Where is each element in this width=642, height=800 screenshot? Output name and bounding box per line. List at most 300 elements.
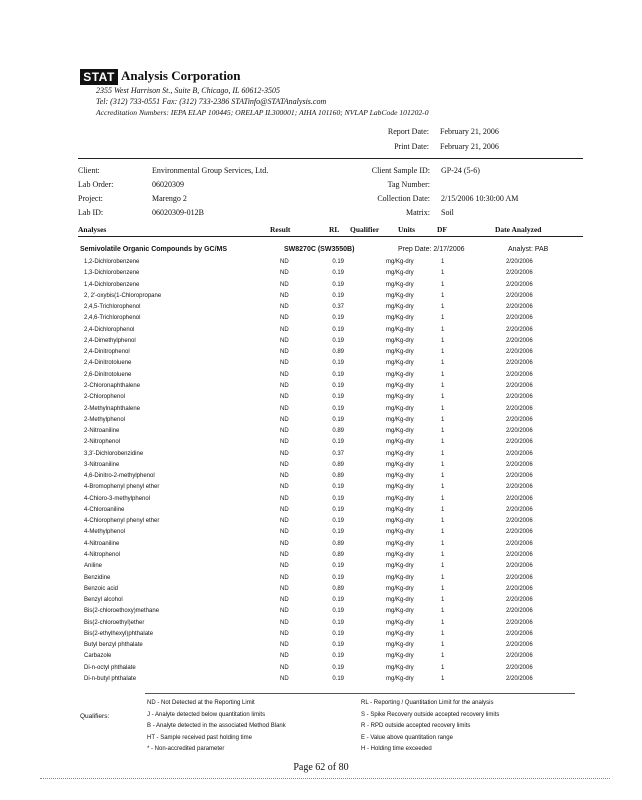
result-value: ND xyxy=(280,394,289,401)
units-value: mg/Kg-dry xyxy=(386,461,414,468)
result-value: ND xyxy=(280,473,289,480)
date-analyzed: 2/20/2006 xyxy=(506,371,533,378)
table-row xyxy=(0,259,642,270)
table-row xyxy=(0,282,642,293)
result-value: ND xyxy=(280,270,289,277)
units-value: mg/Kg-dry xyxy=(386,552,414,559)
date-analyzed: 2/20/2006 xyxy=(506,382,533,389)
qualifier-note: E - Value above quantitation range xyxy=(361,734,453,741)
table-row xyxy=(0,586,642,597)
units-value: mg/Kg-dry xyxy=(386,394,414,401)
analyte-name: 2,4,5-Trichlorophenol xyxy=(84,304,141,311)
date-analyzed: 2/20/2006 xyxy=(506,315,533,322)
date-analyzed: 2/20/2006 xyxy=(506,597,533,604)
result-value: ND xyxy=(280,619,289,626)
analyte-name: 4-Chloroaniline xyxy=(84,506,125,513)
table-row xyxy=(0,327,642,338)
table-row xyxy=(0,620,642,631)
dilution-factor: 1 xyxy=(441,304,445,311)
date-analyzed: 2/20/2006 xyxy=(506,518,533,525)
dilution-factor: 1 xyxy=(441,518,445,525)
units-value: mg/Kg-dry xyxy=(386,619,414,626)
qualifier-note: * - Non-accredited parameter xyxy=(147,746,225,752)
reporting-limit: 0.19 xyxy=(332,630,344,637)
units-value: mg/Kg-dry xyxy=(386,563,414,570)
result-value: ND xyxy=(280,428,289,435)
header-divider xyxy=(78,158,583,159)
table-row xyxy=(0,631,642,642)
analyte-name: Aniline xyxy=(84,563,103,570)
report-date-value: February 21, 2006 xyxy=(440,127,499,136)
reporting-limit: 0.89 xyxy=(332,540,344,547)
dilution-factor: 1 xyxy=(441,608,445,615)
units-value: mg/Kg-dry xyxy=(386,574,414,581)
dilution-factor: 1 xyxy=(441,371,445,378)
table-row xyxy=(0,597,642,608)
date-analyzed: 2/20/2006 xyxy=(506,439,533,446)
analyte-name: 1,3-Dichlorobenzene xyxy=(84,270,140,277)
dilution-factor: 1 xyxy=(441,337,445,344)
reporting-limit: 0.19 xyxy=(332,574,344,581)
table-row xyxy=(0,676,642,687)
reporting-limit: 0.89 xyxy=(332,461,344,468)
dilution-factor: 1 xyxy=(441,281,445,288)
analyte-name: 2-Methylphenol xyxy=(84,416,126,423)
reporting-limit: 0.89 xyxy=(332,585,344,592)
dilution-factor: 1 xyxy=(441,382,445,389)
units-value: mg/Kg-dry xyxy=(386,270,414,277)
table-row xyxy=(0,417,642,428)
dilution-factor: 1 xyxy=(441,270,445,277)
result-value: ND xyxy=(280,360,289,367)
reporting-limit: 0.19 xyxy=(332,315,344,322)
company-address: 2355 West Harrison St., Suite B, Chicago, IL 60612-3505 xyxy=(96,86,281,95)
analyte-name: 2-Nitrophenol xyxy=(84,439,121,446)
units-value: mg/Kg-dry xyxy=(386,630,414,637)
col-analyses: Analyses xyxy=(78,225,107,234)
reporting-limit: 0.19 xyxy=(332,382,344,389)
qualifier-note: B - Analyte detected in the associated Method Blank xyxy=(147,723,286,729)
units-value: mg/Kg-dry xyxy=(386,529,414,536)
reporting-limit: 0.19 xyxy=(332,281,344,288)
reporting-limit: 0.19 xyxy=(332,337,344,344)
client-value: Environmental Group Services, Ltd. xyxy=(152,166,269,175)
dilution-factor: 1 xyxy=(441,619,445,626)
units-value: mg/Kg-dry xyxy=(386,597,414,604)
dilution-factor: 1 xyxy=(441,563,445,570)
date-analyzed: 2/20/2006 xyxy=(506,585,533,592)
reporting-limit: 0.19 xyxy=(332,506,344,513)
result-value: ND xyxy=(280,506,289,513)
table-row xyxy=(0,563,642,574)
date-analyzed: 2/20/2006 xyxy=(506,484,533,491)
matrix-label: Matrix: xyxy=(406,208,430,217)
analyte-name: 2, 2'-oxybis(1-Chloropropane xyxy=(84,292,162,299)
qualifier-note: RL - Reporting / Quantitation Limit for the analysis xyxy=(361,700,494,706)
reporting-limit: 0.19 xyxy=(332,675,344,682)
reporting-limit: 0.19 xyxy=(332,371,344,378)
date-analyzed: 2/20/2006 xyxy=(506,416,533,423)
date-analyzed: 2/20/2006 xyxy=(506,394,533,401)
table-row xyxy=(0,653,642,664)
date-analyzed: 2/20/2006 xyxy=(506,574,533,581)
reporting-limit: 0.19 xyxy=(332,360,344,367)
date-analyzed: 2/20/2006 xyxy=(506,326,533,333)
accreditation-numbers: Accreditation Numbers: IEPA ELAP 100445; ORELAP IL300001; AIHA 101160; NVLAP LabCode 101202-0 xyxy=(96,108,429,117)
analyte-name: Benzidine xyxy=(84,574,111,581)
analyte-name: 4,6-Dinitro-2-methylphenol xyxy=(84,473,155,480)
date-analyzed: 2/20/2006 xyxy=(506,552,533,559)
result-value: ND xyxy=(280,495,289,502)
units-value: mg/Kg-dry xyxy=(386,416,414,423)
dilution-factor: 1 xyxy=(441,349,445,356)
result-value: ND xyxy=(280,664,289,671)
analyte-name: 2-Nitroaniline xyxy=(84,428,120,435)
col-date-analyzed: Date Analyzed xyxy=(495,225,542,234)
date-analyzed: 2/20/2006 xyxy=(506,292,533,299)
reporting-limit: 0.89 xyxy=(332,428,344,435)
result-value: ND xyxy=(280,630,289,637)
result-value: ND xyxy=(280,349,289,356)
units-value: mg/Kg-dry xyxy=(386,518,414,525)
reporting-limit: 0.89 xyxy=(332,552,344,559)
date-analyzed: 2/20/2006 xyxy=(506,529,533,536)
qualifier-note: S - Spike Recovery outside accepted recovery limits xyxy=(361,711,500,718)
result-value: ND xyxy=(280,371,289,378)
dilution-factor: 1 xyxy=(441,495,445,502)
date-analyzed: 2/20/2006 xyxy=(506,642,533,649)
analyte-name: Carbazole xyxy=(84,653,112,660)
units-value: mg/Kg-dry xyxy=(386,315,414,322)
analyte-name: 2,4-Dimethylphenol xyxy=(84,337,136,344)
analyte-name: Benzoic acid xyxy=(84,585,119,592)
table-row xyxy=(0,529,642,540)
table-row xyxy=(0,304,642,315)
reporting-limit: 0.19 xyxy=(332,608,344,615)
reporting-limit: 0.19 xyxy=(332,653,344,660)
table-row xyxy=(0,462,642,473)
result-value: ND xyxy=(280,608,289,615)
reporting-limit: 0.19 xyxy=(332,495,344,502)
date-analyzed: 2/20/2006 xyxy=(506,653,533,660)
date-analyzed: 2/20/2006 xyxy=(506,495,533,502)
qualifier-note: H - Holding time exceeded xyxy=(361,746,432,752)
result-value: ND xyxy=(280,518,289,525)
dilution-factor: 1 xyxy=(441,675,445,682)
dilution-factor: 1 xyxy=(441,259,445,265)
units-value: mg/Kg-dry xyxy=(386,304,414,311)
reporting-limit: 0.19 xyxy=(332,563,344,570)
units-value: mg/Kg-dry xyxy=(386,540,414,547)
col-qualifier: Qualifier xyxy=(350,225,380,234)
units-value: mg/Kg-dry xyxy=(386,326,414,333)
table-row xyxy=(0,439,642,450)
analyte-name: Di-n-butyl phthalate xyxy=(84,675,137,682)
reporting-limit: 0.19 xyxy=(332,518,344,525)
units-value: mg/Kg-dry xyxy=(386,349,414,356)
client-sample-label: Client Sample ID: xyxy=(371,166,430,175)
qualifier-note: R - RPD outside accepted recovery limits xyxy=(361,723,471,729)
units-value: mg/Kg-dry xyxy=(386,473,414,480)
reporting-limit: 0.19 xyxy=(332,642,344,649)
reporting-limit: 0.19 xyxy=(332,416,344,423)
result-value: ND xyxy=(280,552,289,559)
table-row xyxy=(0,315,642,326)
analyte-name: 4-Bromophenyl phenyl ether xyxy=(84,484,160,491)
reporting-limit: 0.19 xyxy=(332,405,344,412)
tag-number-label: Tag Number: xyxy=(387,180,430,189)
table-row xyxy=(0,406,642,417)
dilution-factor: 1 xyxy=(441,630,445,637)
units-value: mg/Kg-dry xyxy=(386,675,414,682)
result-value: ND xyxy=(280,450,289,457)
dilution-factor: 1 xyxy=(441,506,445,513)
table-row xyxy=(0,496,642,507)
company-contact: Tel: (312) 733-0551 Fax: (312) 733-2386 STATinfo@STATAnalysis.com xyxy=(96,97,327,106)
analyte-name: 4-Methylphenol xyxy=(84,529,126,536)
table-row xyxy=(0,451,642,462)
dilution-factor: 1 xyxy=(441,360,445,367)
dilution-factor: 1 xyxy=(441,473,445,480)
matrix-value: Soil xyxy=(441,208,454,217)
analyte-name: 4-Nitroaniline xyxy=(84,540,120,547)
table-row xyxy=(0,642,642,653)
analyte-name: 2-Chloronaphthalene xyxy=(84,382,141,389)
result-value: ND xyxy=(280,259,289,265)
table-row xyxy=(0,575,642,586)
dilution-factor: 1 xyxy=(441,292,445,299)
analyte-name: 2,4-Dichlorophenol xyxy=(84,326,135,333)
date-analyzed: 2/20/2006 xyxy=(506,506,533,513)
reporting-limit: 0.37 xyxy=(332,304,344,311)
analyte-name: 4-Nitrophenol xyxy=(84,552,121,559)
section-title: Semivolatile Organic Compounds by GC/MS xyxy=(80,246,228,253)
analyte-name: 3,3'-Dichlorobenzidine xyxy=(84,450,144,457)
dilution-factor: 1 xyxy=(441,450,445,457)
reporting-limit: 0.19 xyxy=(332,664,344,671)
analyte-name: Benzyl alcohol xyxy=(84,597,123,604)
analyte-name: 2-Methylnaphthalene xyxy=(84,405,141,412)
reporting-limit: 0.19 xyxy=(332,394,344,401)
reporting-limit: 0.19 xyxy=(332,270,344,277)
result-value: ND xyxy=(280,405,289,412)
reporting-limit: 0.19 xyxy=(332,597,344,604)
units-value: mg/Kg-dry xyxy=(386,360,414,367)
result-value: ND xyxy=(280,540,289,547)
units-value: mg/Kg-dry xyxy=(386,405,414,412)
dilution-factor: 1 xyxy=(441,405,445,412)
print-date-label: Print Date: xyxy=(394,142,429,151)
table-row xyxy=(0,552,642,563)
table-row xyxy=(0,665,642,676)
section-analyst: Analyst: PAB xyxy=(508,246,549,253)
lab-id-value: 06020309-012B xyxy=(152,208,204,217)
units-value: mg/Kg-dry xyxy=(386,585,414,592)
table-row xyxy=(0,349,642,360)
units-value: mg/Kg-dry xyxy=(386,292,414,299)
date-analyzed: 2/20/2006 xyxy=(506,304,533,311)
bottom-dotted-rule xyxy=(40,778,610,779)
dilution-factor: 1 xyxy=(441,552,445,559)
table-row xyxy=(0,394,642,405)
dilution-factor: 1 xyxy=(441,664,445,671)
date-analyzed: 2/20/2006 xyxy=(506,281,533,288)
units-value: mg/Kg-dry xyxy=(386,664,414,671)
page-number: Page 62 of 80 xyxy=(293,762,349,773)
collection-date-value: 2/15/2006 10:30:00 AM xyxy=(441,194,519,203)
result-value: ND xyxy=(280,337,289,344)
analyte-name: 1,2-Dichlorobenzene xyxy=(84,259,140,265)
dilution-factor: 1 xyxy=(441,653,445,660)
qualifier-note: HT - Sample received past holding time xyxy=(147,734,252,741)
units-value: mg/Kg-dry xyxy=(386,337,414,344)
dilution-factor: 1 xyxy=(441,484,445,491)
table-row xyxy=(0,372,642,383)
company-name: Analysis Corporation xyxy=(121,68,241,83)
units-value: mg/Kg-dry xyxy=(386,281,414,288)
analyte-name: Bis(2-chloroethoxy)methane xyxy=(84,608,160,615)
table-row xyxy=(0,383,642,394)
date-analyzed: 2/20/2006 xyxy=(506,563,533,570)
result-value: ND xyxy=(280,529,289,536)
lab-id-label: Lab ID: xyxy=(78,208,104,217)
dilution-factor: 1 xyxy=(441,394,445,401)
units-value: mg/Kg-dry xyxy=(386,642,414,649)
dilution-factor: 1 xyxy=(441,585,445,592)
col-units: Units xyxy=(398,225,416,234)
table-row xyxy=(0,507,642,518)
analyte-name: Di-n-octyl phthalate xyxy=(84,664,136,671)
analyte-name: Bis(2-ethylhexyl)phthalate xyxy=(84,630,154,637)
project-label: Project: xyxy=(78,194,103,203)
dilution-factor: 1 xyxy=(441,428,445,435)
result-value: ND xyxy=(280,281,289,288)
date-analyzed: 2/20/2006 xyxy=(506,259,533,265)
table-row xyxy=(0,338,642,349)
date-analyzed: 2/20/2006 xyxy=(506,428,533,435)
dilution-factor: 1 xyxy=(441,642,445,649)
qualifier-note: J - Analyte detected below quantitation limits xyxy=(147,711,266,718)
report-date-label: Report Date: xyxy=(387,127,429,136)
date-analyzed: 2/20/2006 xyxy=(506,270,533,277)
date-analyzed: 2/20/2006 xyxy=(506,540,533,547)
dilution-factor: 1 xyxy=(441,315,445,322)
reporting-limit: 0.89 xyxy=(332,473,344,480)
dilution-factor: 1 xyxy=(441,597,445,604)
table-row xyxy=(0,360,642,371)
column-divider xyxy=(78,236,583,237)
date-analyzed: 2/20/2006 xyxy=(506,405,533,412)
units-value: mg/Kg-dry xyxy=(386,259,414,265)
dilution-factor: 1 xyxy=(441,461,445,468)
reporting-limit: 0.19 xyxy=(332,484,344,491)
result-value: ND xyxy=(280,461,289,468)
qualifier-note: ND - Not Detected at the Reporting Limit xyxy=(147,700,255,706)
result-value: ND xyxy=(280,597,289,604)
table-row xyxy=(0,270,642,281)
date-analyzed: 2/20/2006 xyxy=(506,630,533,637)
date-analyzed: 2/20/2006 xyxy=(506,619,533,626)
result-value: ND xyxy=(280,382,289,389)
units-value: mg/Kg-dry xyxy=(386,382,414,389)
table-row xyxy=(0,293,642,304)
section-prep-date: Prep Date: 2/17/2006 xyxy=(398,246,465,253)
units-value: mg/Kg-dry xyxy=(386,484,414,491)
result-value: ND xyxy=(280,439,289,446)
reporting-limit: 0.19 xyxy=(332,619,344,626)
reporting-limit: 0.37 xyxy=(332,450,344,457)
analyte-name: 4-Chlorophenyl phenyl ether xyxy=(84,518,160,525)
analyte-name: Bis(2-chloroethyl)ether xyxy=(84,619,145,626)
dilution-factor: 1 xyxy=(441,574,445,581)
analyte-name: 2,6-Dinitrotoluene xyxy=(84,371,132,378)
units-value: mg/Kg-dry xyxy=(386,450,414,457)
result-value: ND xyxy=(280,585,289,592)
table-row xyxy=(0,484,642,495)
analyte-name: 2,4,6-Trichlorophenol xyxy=(84,315,141,322)
lab-order-label: Lab Order: xyxy=(78,180,114,189)
section-method: SW8270C (SW3550B) xyxy=(284,246,355,253)
date-analyzed: 2/20/2006 xyxy=(506,675,533,682)
project-value: Marengo 2 xyxy=(152,194,187,203)
reporting-limit: 0.19 xyxy=(332,326,344,333)
date-analyzed: 2/20/2006 xyxy=(506,461,533,468)
units-value: mg/Kg-dry xyxy=(386,495,414,502)
reporting-limit: 0.19 xyxy=(332,259,344,265)
table-row xyxy=(0,608,642,619)
result-value: ND xyxy=(280,563,289,570)
units-value: mg/Kg-dry xyxy=(386,608,414,615)
units-value: mg/Kg-dry xyxy=(386,653,414,660)
date-analyzed: 2/20/2006 xyxy=(506,664,533,671)
dilution-factor: 1 xyxy=(441,416,445,423)
print-date-value: February 21, 2006 xyxy=(440,142,499,151)
footer-divider xyxy=(145,693,575,694)
result-value: ND xyxy=(280,292,289,299)
analyte-name: 1,4-Dichlorobenzene xyxy=(84,281,140,288)
reporting-limit: 0.19 xyxy=(332,439,344,446)
result-value: ND xyxy=(280,642,289,649)
analyte-name: 3-Nitroaniline xyxy=(84,461,120,468)
analyte-name: 2,4-Dinitrophenol xyxy=(84,349,130,356)
table-row xyxy=(0,518,642,529)
result-value: ND xyxy=(280,675,289,682)
result-value: ND xyxy=(280,326,289,333)
client-label: Client: xyxy=(78,166,100,175)
analyte-name: 2-Chlorophenol xyxy=(84,394,126,401)
col-df: DF xyxy=(437,225,447,234)
client-sample-value: GP-24 (5-6) xyxy=(441,166,480,175)
date-analyzed: 2/20/2006 xyxy=(506,473,533,480)
table-row xyxy=(0,541,642,552)
units-value: mg/Kg-dry xyxy=(386,439,414,446)
date-analyzed: 2/20/2006 xyxy=(506,450,533,457)
units-value: mg/Kg-dry xyxy=(386,428,414,435)
col-rl: RL xyxy=(329,225,340,234)
dilution-factor: 1 xyxy=(441,540,445,547)
reporting-limit: 0.19 xyxy=(332,292,344,299)
company-logo: STAT xyxy=(80,69,118,85)
table-row xyxy=(0,428,642,439)
table-row xyxy=(0,473,642,484)
date-analyzed: 2/20/2006 xyxy=(506,608,533,615)
units-value: mg/Kg-dry xyxy=(386,506,414,513)
dilution-factor: 1 xyxy=(441,529,445,536)
col-result: Result xyxy=(270,225,291,234)
result-value: ND xyxy=(280,484,289,491)
date-analyzed: 2/20/2006 xyxy=(506,349,533,356)
date-analyzed: 2/20/2006 xyxy=(506,360,533,367)
